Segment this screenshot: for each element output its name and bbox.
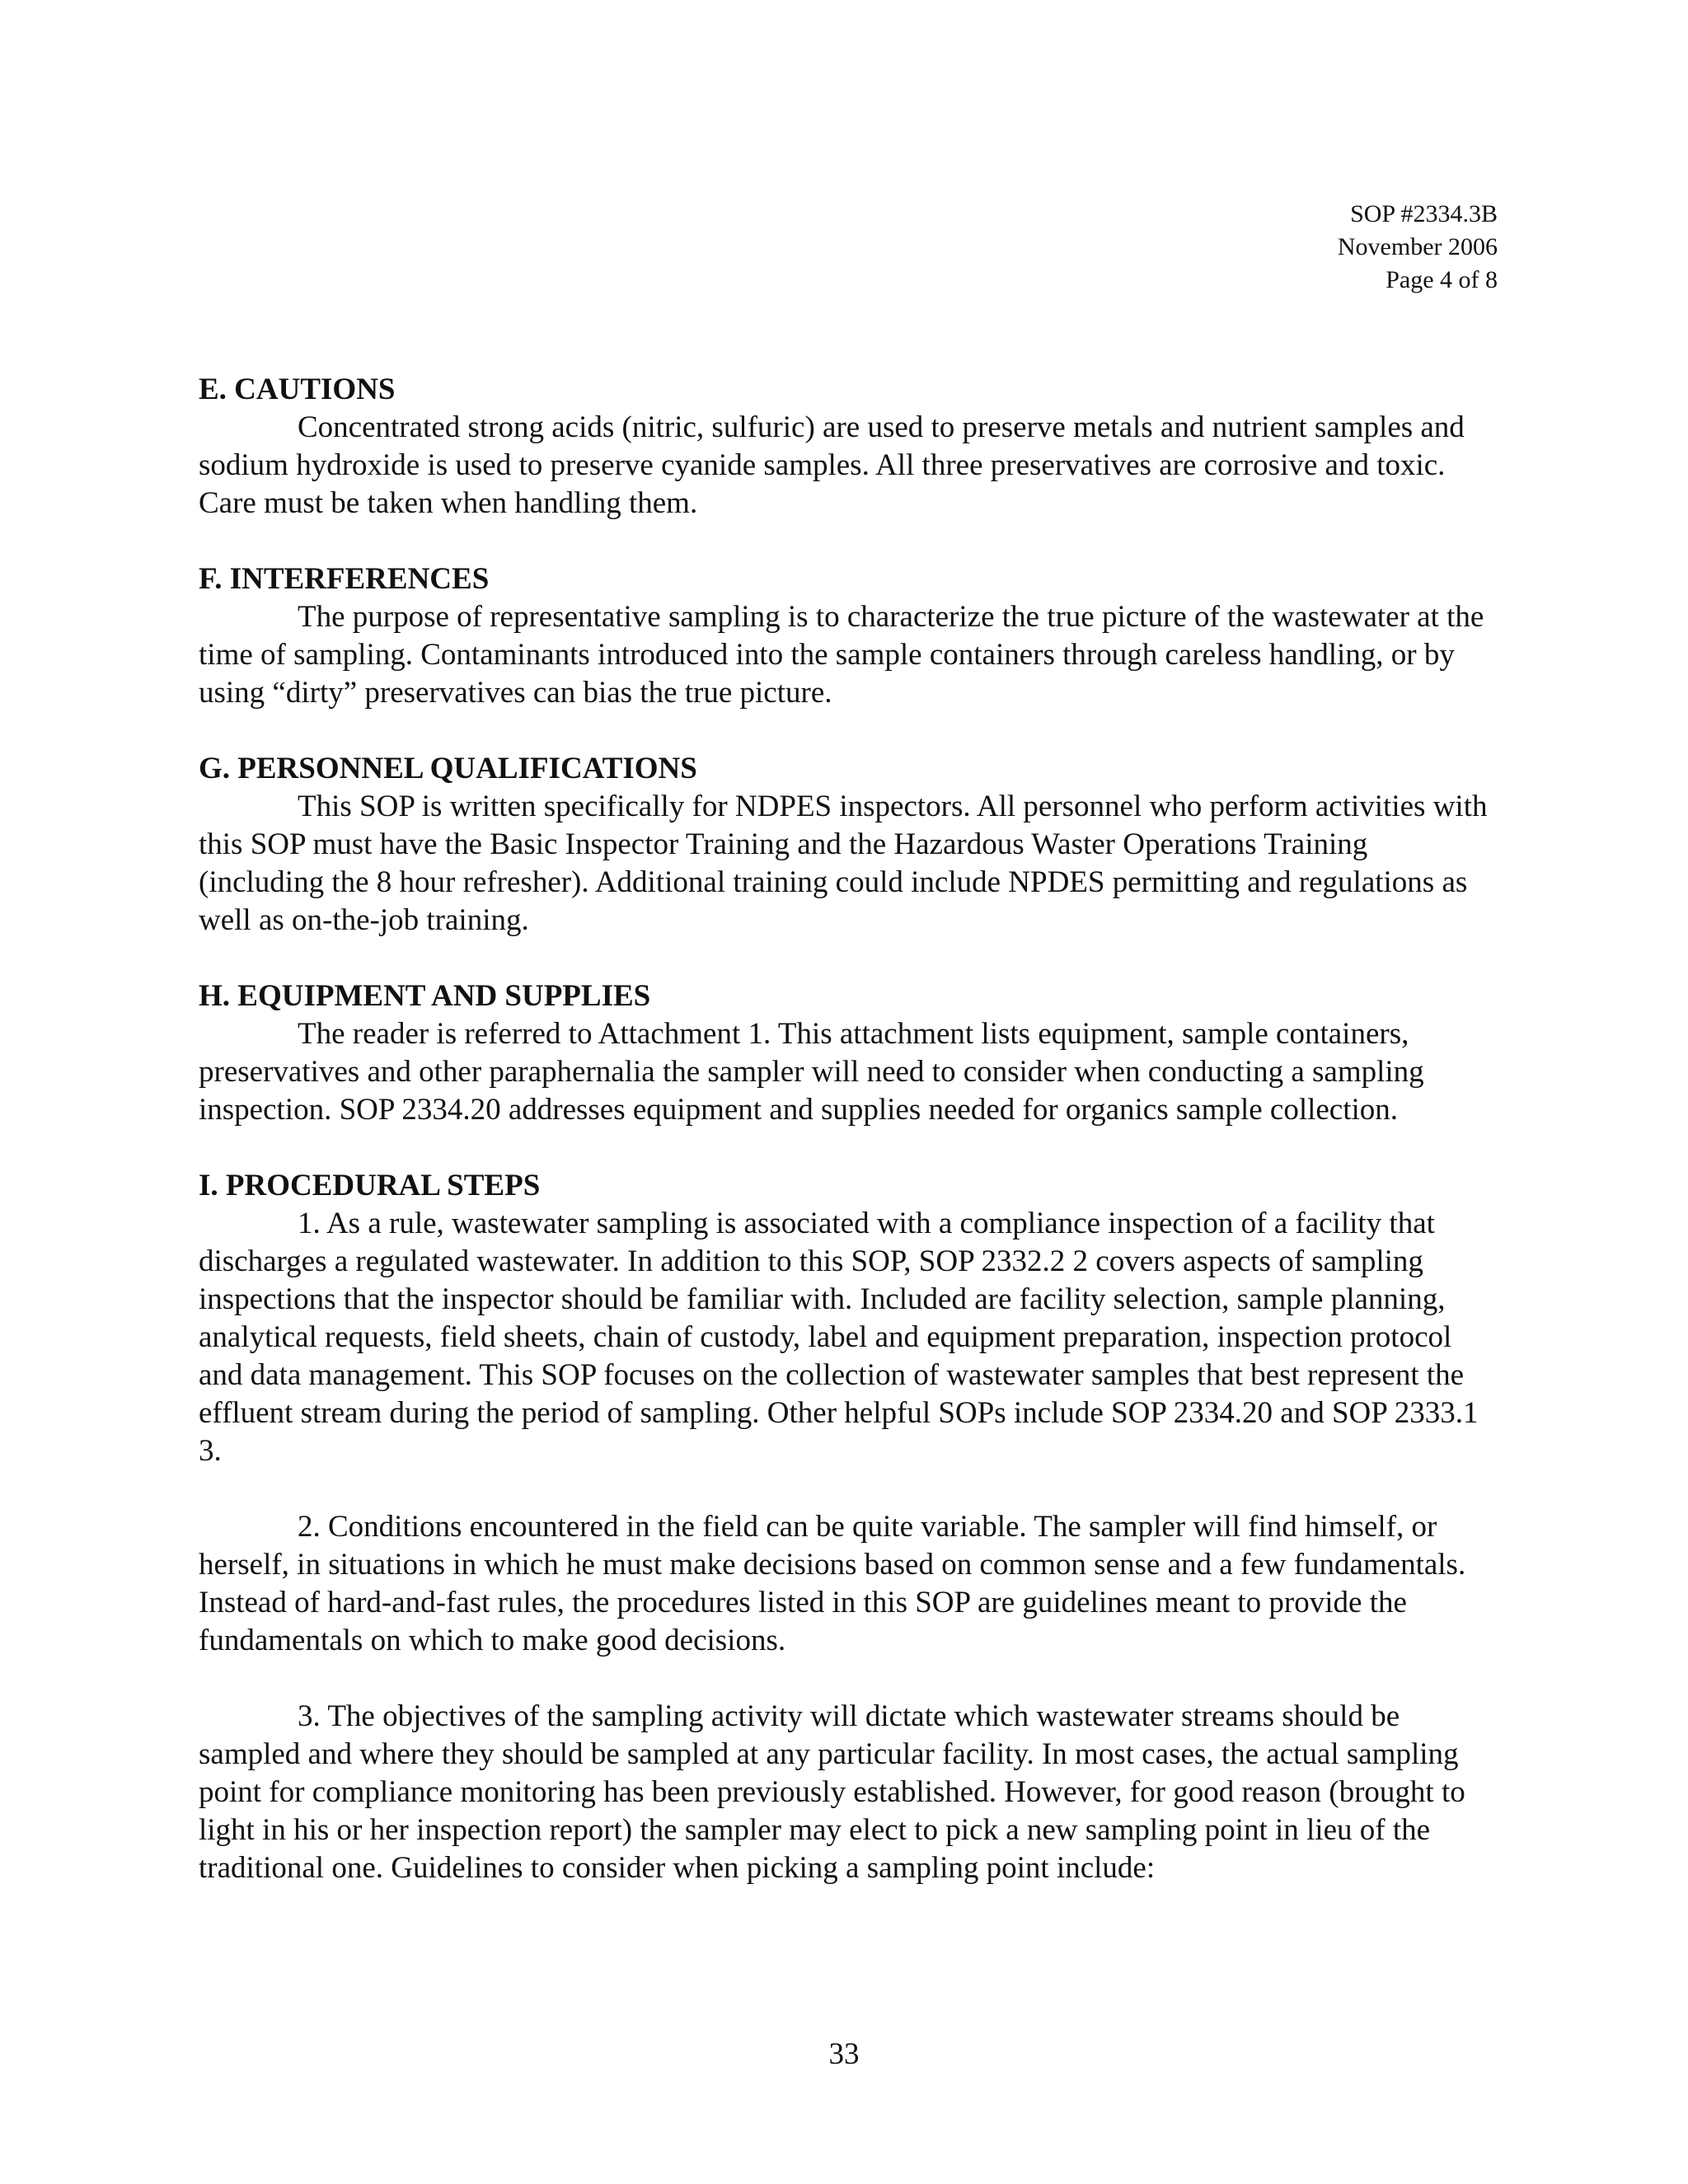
- section-heading: I. PROCEDURAL STEPS: [199, 1169, 541, 1202]
- section-paragraph: Concentrated strong acids (nitric, sulfuric) are used to preserve metals and nutrient samples and sodium hydroxide is used to preserve cyanide samples. All three preservatives are corrosive and toxic. Care must be taken when handling them.: [199, 410, 1465, 520]
- section-heading: H. EQUIPMENT AND SUPPLIES: [199, 979, 651, 1013]
- procedural-step-3: 3. The objectives of the sampling activity will dictate which wastewater streams should be sampled and where they should be sampled at any particular facility. In most cases, the actual sampling point for compliance monitoring has been previously established. However, for good reason (brought to light in his or her inspection report) the sampler may elect to pick a new sampling point in lieu of the traditional one. Guidelines to consider when picking a sampling point include:: [199, 1699, 1465, 1885]
- section-paragraph: This SOP is written specifically for NDPES inspectors. All personnel who perform activities with this SOP must have the Basic Inspector Training and the Hazardous Waster Operations Training (including the 8 hour refresher). Additional training could include NPDES permitting and regulations as well as on-the-job training.: [199, 790, 1488, 937]
- section-cautions: [199, 371, 1493, 523]
- section-personnel-qualifications: [199, 750, 1493, 940]
- section-paragraph: The reader is referred to Attachment 1. This attachment lists equipment, sample containers, preservatives and other paraphernalia the sampler will need to consider when conducting a sampling inspection. SOP 2334.20 addresses equipment and supplies needed for organics sample collection.: [199, 1017, 1424, 1127]
- page-indicator: Page 4 of 8: [1386, 266, 1498, 293]
- procedural-step-2: 2. Conditions encountered in the field can be quite variable. The sampler will find himself, or herself, in situations in which he must make decisions based on common sense and a few fundamentals. Instead of hard-and-fast rules, the procedures listed in this SOP are guidelines meant to provide the fundamentals on which to make good decisions.: [199, 1510, 1466, 1657]
- document-body: [199, 371, 1493, 1925]
- page-number: 33: [828, 2037, 860, 2071]
- procedural-step-1: 1. As a rule, wastewater sampling is associated with a compliance inspection of a facility that discharges a regulated wastewater. In addition to this SOP, SOP 2332.2 2 covers aspects of sampling inspections that the inspector should be familiar with. Included are facility selection, sample planning, analytical requests, field sheets, chain of custody, label and equipment preparation, inspection protocol and data management. This SOP focuses on the collection of wastewater samples that best represent the effluent stream during the period of sampling. Other helpful SOPs include SOP 2334.20 and SOP 2333.1 3.: [199, 1207, 1479, 1468]
- section-paragraph: The purpose of representative sampling is to characterize the true picture of the wastewater at the time of sampling. Contaminants introduced into the sample containers through careless handling, or by using “dirty” preservatives can bias the true picture.: [199, 600, 1484, 710]
- sop-number: SOP #2334.3B: [1350, 200, 1498, 227]
- section-heading: G. PERSONNEL QUALIFICATIONS: [199, 752, 697, 785]
- section-procedural-steps: [199, 1167, 1493, 1887]
- section-heading: E. CAUTIONS: [199, 373, 396, 406]
- document-header: [1338, 198, 1498, 297]
- section-heading: F. INTERFERENCES: [199, 562, 490, 596]
- section-equipment-and-supplies: [199, 977, 1493, 1129]
- document-date: November 2006: [1337, 233, 1498, 260]
- section-interferences: [199, 560, 1493, 712]
